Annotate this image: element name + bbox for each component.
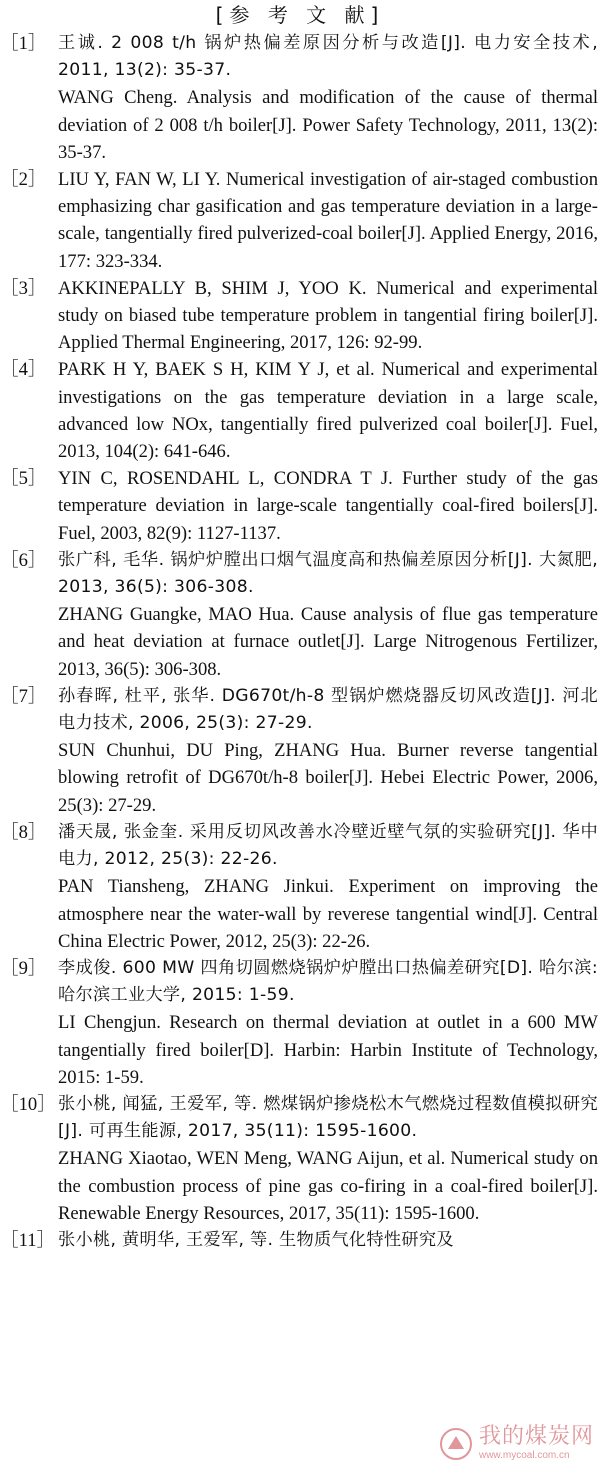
reference-text-chinese: 潘天晟, 张金奎. 采用反切风改善水冷壁近壁气氛的实验研究[J]. 华中电力, 2012, 25(3): 22-26. [58, 821, 598, 870]
reference-text-english: ZHANG Xiaotao, WEN Meng, WANG Aijun, et al. Numerical study on the combustion process of pine gas co-firing in a coal-fired boiler[J]. Renewable Energy Resources, 2017, 35(11): 1595-1600. [58, 1148, 598, 1224]
reference-item [0, 547, 600, 683]
reference-number: ［9］ [0, 957, 47, 979]
reference-number: ［11］ [0, 1229, 56, 1251]
reference-text-english: SUN Chunhui, DU Ping, ZHANG Hua. Burner reverse tangential blowing retrofit of DG670t/h-8 boiler[J]. Hebei Electric Power, 2006, 25(3): 27-29. [58, 740, 598, 816]
reference-text-english: AKKINEPALLY B, SHIM J, YOO K. Numerical and experimental study on biased tube temperature problem in tangential firing boiler[J]. Applied Thermal Engineering, 2017, 126: 92-99. [58, 277, 598, 354]
reference-item [0, 683, 600, 819]
reference-text-english: LI Chengjun. Research on thermal deviation at outlet in a 600 MW tangentially fired boiler[D]. Harbin: Harbin Institute of Technology, 2015: 1-59. [58, 1012, 598, 1088]
reference-text-english: ZHANG Guangke, MAO Hua. Cause analysis of flue gas temperature and heat deviation at furnace outlet[J]. Large Nitrogenous Fertilizer, 2013, 36(5): 306-308. [58, 604, 598, 680]
reference-text-chinese: 孙春晖, 杜平, 张华. DG670t/h-8 型锅炉燃烧器反切风改造[J]. 河北电力技术, 2006, 25(3): 27-29. [58, 685, 598, 734]
reference-number: ［7］ [0, 685, 47, 707]
reference-number: ［3］ [0, 277, 47, 299]
reference-item [0, 356, 600, 465]
reference-text-english: PAN Tiansheng, ZHANG Jinkui. Experiment on improving the atmosphere near the water-wall by reverese tangential wind[J]. Central China Electric Power, 2012, 25(3): 22-26. [58, 876, 598, 952]
reference-number: ［8］ [0, 821, 47, 843]
watermark [439, 1426, 594, 1461]
reference-number: ［1］ [0, 33, 47, 54]
reference-item [0, 1227, 600, 1254]
reference-text-chinese: 王诚. 2 008 t/h 锅炉热偏差原因分析与改造[J]. 电力安全技术, 2011, 13(2): 35-37. [58, 33, 598, 81]
reference-item [0, 819, 600, 955]
reference-number: ［10］ [0, 1093, 56, 1115]
reference-item [0, 30, 600, 166]
reference-text-english: PARK H Y, BAEK S H, KIM Y J, et al. Numerical and experimental investigations on the gas temperature deviation in a large scale, advanced low NOx, tangentially fired pulverized coal boiler[J]. Fuel, 2013, 104(2): 641-646. [58, 359, 598, 463]
reference-text-chinese: 张小桃, 黄明华, 王爱军, 等. 生物质气化特性研究及 [58, 1229, 454, 1250]
watermark-url: www.mycoal.com.cn [478, 1450, 570, 1461]
reference-list [0, 30, 600, 1254]
reference-item [0, 955, 600, 1091]
reference-text-english: LIU Y, FAN W, LI Y. Numerical investigation of air-staged combustion emphasizing char gasification and gas temperature deviation in a large-scale, tangentially fired pulverized-coal boiler[J]. Applied Energy, 2016, 177: 323-334. [58, 169, 598, 272]
reference-text-chinese: 李成俊. 600 MW 四角切圆燃烧锅炉炉膛出口热偏差研究[D]. 哈尔滨: 哈尔滨工业大学, 2015: 1-59. [58, 957, 598, 1006]
watermark-site-name: 我的煤炭网 [478, 1424, 594, 1449]
reference-number: ［4］ [0, 359, 47, 381]
reference-text-chinese: 张广科, 毛华. 锅炉炉膛出口烟气温度高和热偏差原因分析[J]. 大氮肥, 2013, 36(5): 306-308. [58, 549, 598, 598]
references-heading: [参 考 文 献] [215, 3, 385, 27]
reference-item [0, 275, 600, 357]
reference-number: ［6］ [0, 549, 47, 571]
coal-logo-icon [439, 1427, 473, 1461]
watermark-text [479, 1426, 594, 1461]
reference-item [0, 1091, 600, 1227]
reference-item [0, 166, 600, 275]
reference-text-chinese: 张小桃, 闻猛, 王爱军, 等. 燃煤锅炉掺烧松木气燃烧过程数值模拟研究[J]. 可再生能源, 2017, 35(11): 1595-1600. [58, 1093, 598, 1142]
reference-number: ［5］ [0, 468, 47, 490]
reference-item [0, 465, 600, 547]
reference-text-english: YIN C, ROSENDAHL L, CONDRA T J. Further study of the gas temperature deviation in large-scale tangentially coal-fired boilers[J]. Fuel, 2003, 82(9): 1127-1137. [58, 468, 598, 544]
reference-number: ［2］ [0, 169, 47, 191]
reference-text-english: WANG Cheng. Analysis and modification of the cause of thermal deviation of 2 008 t/h boiler[J]. Power Safety Technology, 2011, 13(2): 35-37. [58, 87, 598, 163]
